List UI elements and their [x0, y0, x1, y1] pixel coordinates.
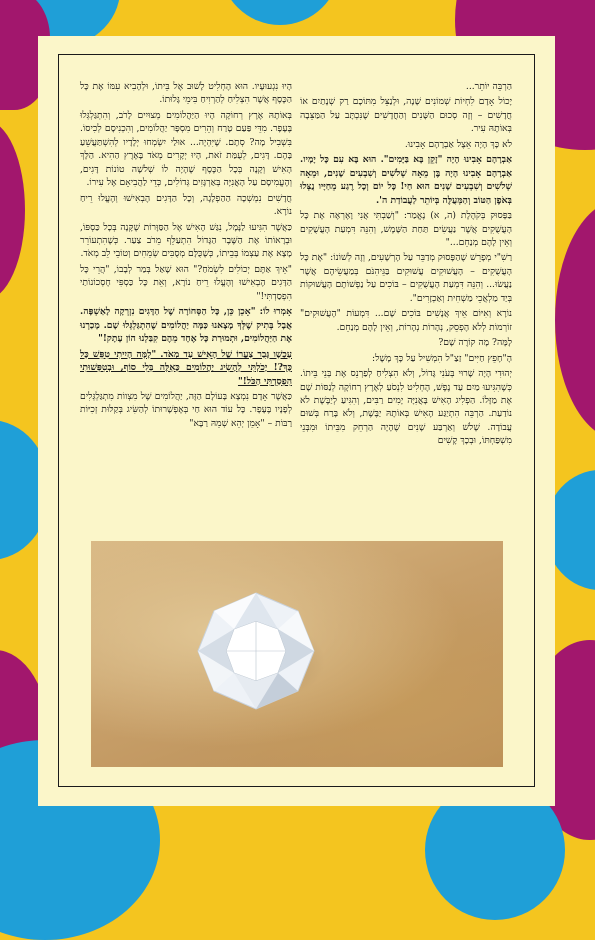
- decorative-blob: [0, 120, 25, 300]
- paragraph-bold: אַבְרָהָם אָבִינוּ הָיָה "זָקֵן בָּא בַּיָּמִים". הוּא בָּא עִם כָּל יָמָיו. אַבְרָהָם אָבִינוּ הָיָה בֶּן מֵאָה שְׁלֹשִׁים וְשִׁבְעִים שָׁנִים, וּמֵאָה שְׁלֹשִׁים וְשִׁבְעִים שָׁנִים הוּא חַי! כָּל יוֹם וְכָל רֶגַע מֵחַיָּיו נֻצְּלוּ בְּאֹפֶן הַטּוֹב וְהַמְּעֻלֶּה בְּיוֹתֵר לַעֲבוֹדַת ה'.: [300, 154, 512, 206]
- paragraph: כַּאֲשֶׁר הִגִּיעוּ לַנָּמָל, נִגַּשׁ הָאִישׁ אֶל הַסַּוָּרוֹת שֶׁקָּנָה בְּכָל כַּסְפּוֹ, וּבְרָאוֹתוֹ אֶת הַשֶּׁבֶר הַגָּדוֹל הִתְעַלֵּף מֵרֹב צַעַר. כְּשֶׁהִתְעוֹרֵר מָצָא אֶת עַצְמוֹ בְּבֵיתוֹ, כְּשֶׁכֻּלָּם מְסֻבִּים שְׂמֵחִים וְטוֹבֵי לֵב מְאֹד.: [80, 221, 292, 260]
- paragraph: הָיוּ נִגְעוּעָיו. הוּא הֶחְלִיט לָשׁוּב אֶל בֵּיתוֹ, וּלְהָבִיא עִמּוֹ אֶת כָּל הַכֶּסֶף אֲשֶׁר הִצְלִיחַ לְהַרְוִיחַ בִּימֵי גָּלוּתוֹ.: [80, 81, 292, 106]
- paragraph: נוֹרָא וְאִיּוֹם אֵיךְ אֲנָשִׁים בּוֹכִים שָׁם... דִּמְעוֹת "הָעֲשׁוּקִים" זוֹרְמוֹת לְלֹא הֶפְסֵק, נְהָרוֹת נְהָרוֹת, וְאֵין לָהֶם מְנַחֵם.: [300, 308, 512, 333]
- paragraph: יְהוּדִי הָיָה שָׁרוּי בְּעֹנִי גָּדוֹל, וְלֹא הִצְלִיחַ לְפַרְנֵס אֶת בְּנֵי בֵּיתוֹ. כְּשֶׁהִגִּיעוּ מַיִם עַד נֶפֶשׁ, הֶחְלִיט לִנְסֹעַ לְאֶרֶץ רְחוֹקָה לְנַסּוֹת שָׁם אֶת מַזָּלוֹ. הַפְלִיג הָאִישׁ בָּאֳנִיָּה יָמִים רַבִּים, וְהִגִּיעַ לְיַבֶּשֶׁת לֹא נוֹדַעַת. הַרְבֵּה הִתְיַגַּע הָאִישׁ בְּאוֹתָהּ יַבֶּשֶׁת, וְלֹא בָּרַח בְּשׁוּם עֲבוֹדָה. שָׁלֹשׁ וְאַרְבַּע שָׁנִים שֶׁהָיָה הַרְחֵק מִבֵּיתוֹ וּמִבְּנֵי מִשְׁפַּחְתּוֹ, וּבְכָךְ קָשִׁים: [300, 368, 512, 447]
- diamond-on-sand-photo: [91, 541, 503, 767]
- paragraph: לֹא כָּךְ הָיָה אֵצֶל אַבְרָהָם אָבִינוּ.: [404, 138, 512, 150]
- paragraph: הָ"חָפֵץ חַיִּים" זַצַ"ל הִמְשִׁיל עַל כָּךְ מָשָׁל:: [372, 352, 512, 364]
- paragraph: רַשִׁ"י מְפָרֵשׁ שֶׁהַפָּסוּק מְדַבֵּר עַל הָרְשָׁעִים, וְזֶה לְשׁוֹנוֹ: "אֶת כָּל הָעֲשֻׁקִים – הָעֲשׁוּקִים עֲשׁוּקִים בַּגֵּיהִנֹּם בְּמַעֲשֵׂיהֶם אֲשֶׁר נַעֲשׂוּ... וְהִנֵּה דִּמְעַת הָעֲשֻׁקִים – בּוֹכִים עַל נַפְשׁוֹתָם הָעֲשׁוּקוֹת בְּיַד מַלְאֲכֵי מַשְׁחִית וְאַכְזָרִים".: [300, 252, 512, 304]
- paragraph: בַּפָּסוּק בְּקֹהֶלֶת (ה, א) נֶאֱמַר: "וְשַׁבְתִּי אֲנִי וָאֶרְאֶה אֶת כָּל הָעֲשֻׁקִים אֲשֶׁר נַעֲשִׂים תַּחַת הַשָּׁמֶשׁ, וְהִנֵּה דִּמְעַת הָעֲשֻׁקִים וְאֵין לָהֶם מְנַחֵם...": [300, 210, 512, 248]
- decorative-blob: [555, 200, 595, 440]
- paragraph: יָכוֹל אָדָם לִחְיוֹת שְׁמוֹנִים שָׁנָה, וּלְנַצֵּל מִתּוֹכָם רַק שְׁנָתַיִם אוֹ חֳדָשִׁים – וְזֶה סְכוּם הַשָּׁנִים וְהַחֳדָשִׁים שֶׁנִּכְתָּב עַל הַמַּצֵּבָה בְּאוֹתָהּ עִיר.: [300, 96, 512, 135]
- decorative-blob: [220, 0, 340, 25]
- text-column-right: [300, 80, 512, 540]
- paragraph: לָמָּה? מָה קוֹרֶה שָׁם?: [438, 337, 512, 349]
- paragraph: חֳדָשִׁים נִמְשְׁכָה הַהַפְלָגָה, וְכָל הַדָּגִים הֶבְאִישׁוּ וְהֶעֱלוּ רֵיחַ נוֹרָא.: [80, 192, 292, 218]
- diamond-icon: [91, 541, 503, 767]
- paragraph: הַרְבֵּה יוֹתֵר...: [465, 81, 512, 92]
- paragraph: כַּאֲשֶׁר אָדָם נִמְצָא בָּעוֹלָם הַזֶּה, יַהֲלוֹמִים שֶׁל מִצְווֹת מִתְגַּלְגְּלִים לְפָנָיו בֶּעָפָר. כָּל עוֹד הוּא חַי בְּאֶפְשָׁרוּתוֹ לְהַשִּׂיג בְּקַלּוּת זְכִיּוֹת רַבּוֹת – "אָמֵן יְהֵא שְׁמֵהּ רַבָּא": [80, 390, 292, 429]
- paragraph-underlined: עַכְשָׁו גָּבַר צַעֲרוֹ שֶׁל הָאִישׁ עַד מְאֹד. "לָמָּה הָיִיתִי טִפֵּשׁ כָּל כָּךְ?! יָכֹלְתִּי לְהָשִׂיג יַהֲלוֹמִים כָּאֵלֶּה בְּלִי סוֹף, וּבְטִפְּשׁוּתִי הִפְסַדְתִּי הַכֹּל!": [80, 348, 292, 387]
- paragraph-bold: אָמְרוּ לוֹ: "אָכֵן כֵּן, כָּל הַסְּחוֹרָה שֶׁל הַדָּגִים נִזְרְקָה לָאַשְׁפָּה. אֲבָל בְּתִיק שֶׁלְּךָ מָצָאנוּ כַּמָּה יַהֲלוֹמִים שֶׁהִתְגַּלְגְּלוּ שָׁם. מָכַרְנוּ אֶת הַיַּהֲלוֹמִים, וּתְמוּרַת כָּל אֶחָד מֵהֶם קִבַּלְנוּ הוֹן עָתָק!": [80, 306, 292, 345]
- paragraph: "אֵיךְ אַתֶּם יְכוֹלִים לִשְׂמֹחַ?" הוּא שָׁאַל בְּמַר לְבָבוֹ, "הֲרֵי כָּל הַדָּגִים הֶבְאִישׁוּ וְהֶעֱלוּ רֵיחַ נוֹרָא, וְאֵת כָּל כַּסְפִּי חֶסְכוֹנוֹתַי הִפְסַדְתִּי!": [80, 263, 292, 302]
- text-column-left: [80, 80, 292, 550]
- paragraph: בְּאוֹתָהּ אֶרֶץ רְחוֹקָה הָיוּ הַיַּהֲלוֹמִים מְצוּיִים לָרֹב, וְהִתְגַּלְגְּלוּ בֶּעָפָר. מִדֵּי פַּעַם טָרַח וְהֵרִים מִסְפָּר יַהֲלוֹמִים, וְהִכְנִיסָם לְכִיסוֹ. בִּשְׁבִיל מָה? סְתָם. שֶׁיִּהְיֶה... אוּלַי יִשְׂמְחוּ יְלָדָיו לְהִשְׁתַּעֲשֵׁעַ בָּהֶם. דָּגִים, לְעֻמַּת זֹאת, הָיוּ יְקָרִים מְאֹד בָּאֶרֶץ הַהִיא. הַלָּךְ הָאִישׁ וְקָנָה בְּכָל הַכֶּסֶף שֶׁהָיָה לוֹ שְׁלֹשָׁה טוֹנוֹת דָּגִים, וְהֶעֱמִיסָם עַל הָאֳנִיָּה בְּאַרְגָּזִים גְּדוֹלִים, כְּדֵי לַהֲבִיאָם אֶל עִירוֹ.: [80, 109, 292, 189]
